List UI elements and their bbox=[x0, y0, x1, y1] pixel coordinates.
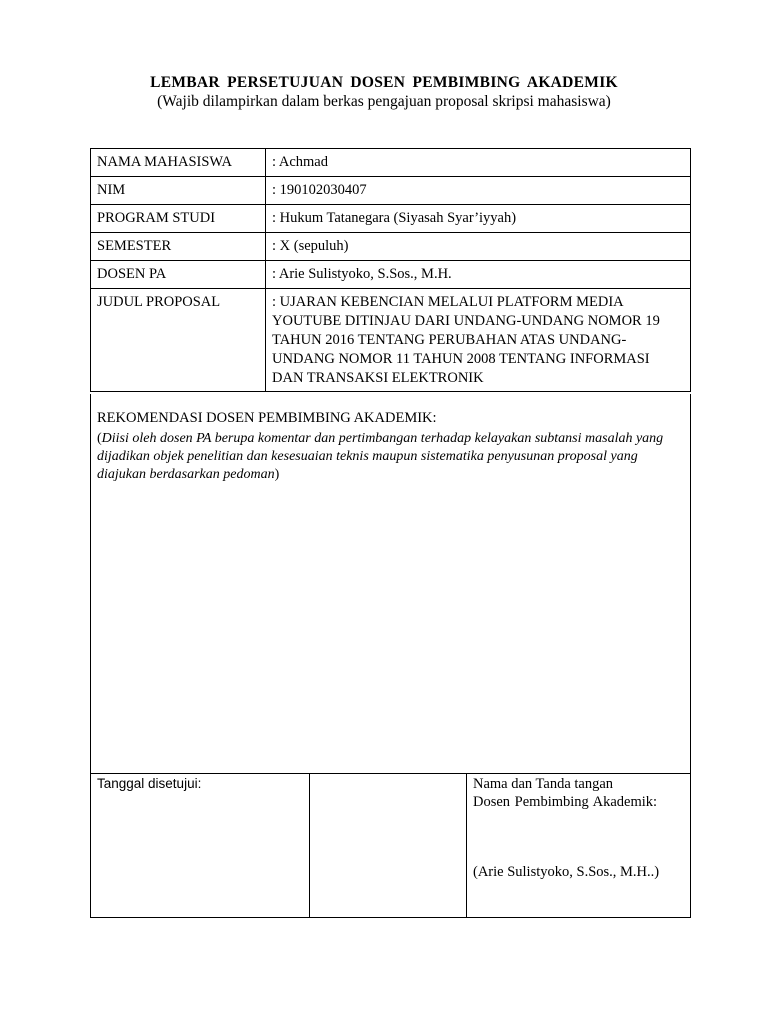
row-label-program-studi: PROGRAM STUDI bbox=[91, 205, 266, 233]
note-close-paren: ) bbox=[274, 467, 280, 482]
row-value-nim: : 190102030407 bbox=[266, 177, 691, 205]
recommendation-title: REKOMENDASI DOSEN PEMBIMBING AKADEMIK: bbox=[97, 410, 437, 426]
document-title: LEMBAR PERSETUJUAN DOSEN PEMBIMBING AKADEMIK bbox=[150, 74, 618, 91]
approval-date-label: Tanggal disetujui: bbox=[97, 776, 202, 791]
student-info-table bbox=[90, 148, 691, 392]
table-row bbox=[91, 289, 691, 392]
row-label-dosen-pa: DOSEN PA bbox=[91, 261, 266, 289]
table-row bbox=[91, 205, 691, 233]
table-row bbox=[91, 149, 691, 177]
signatory-name: (Arie Sulistyoko, S.Sos., M.H..) bbox=[473, 864, 660, 880]
row-value-semester: : X (sepuluh) bbox=[266, 233, 691, 261]
column-divider bbox=[466, 774, 467, 917]
row-value-dosen-pa: : Arie Sulistyoko, S.Sos., M.H. bbox=[266, 261, 691, 289]
signature-label-line2: Dosen Pembimbing Akademik: bbox=[473, 794, 658, 810]
document-subtitle: (Wajib dilampirkan dalam berkas pengajuan proposal skripsi mahasiswa) bbox=[157, 93, 611, 110]
note-instruction-text: Diisi oleh dosen PA berupa komentar dan pertimbangan terhadap kelayakan subtansi masalah yang dijadikan objek penelitian dan kesesuaian teknis maupun sistematika penyusunan proposal yang diajukan berdasarkan pedoman bbox=[97, 431, 664, 482]
row-value-program-studi: : Hukum Tatanegara (Siyasah Syar’iyyah) bbox=[266, 205, 691, 233]
row-label-judul-proposal: JUDUL PROPOSAL bbox=[91, 289, 266, 392]
note-open-paren: ( bbox=[97, 431, 102, 446]
row-label-nim: NIM bbox=[91, 177, 266, 205]
approval-box bbox=[90, 773, 691, 918]
row-label-semester: SEMESTER bbox=[91, 233, 266, 261]
row-label-nama: NAMA MAHASISWA bbox=[91, 149, 266, 177]
recommendation-box bbox=[90, 394, 691, 774]
column-divider bbox=[309, 774, 310, 917]
table-row bbox=[91, 233, 691, 261]
row-value-judul-proposal: : UJARAN KEBENCIAN MELALUI PLATFORM MEDIA YOUTUBE DITINJAU DARI UNDANG-UNDANG NOMOR 19 TAHUN 2016 TENTANG PERUBAHAN ATAS UNDANG-UNDANG NOMOR 11 TAHUN 2008 TENTANG INFORMASI DAN TRANSAKSI ELEKTRONIK bbox=[266, 289, 691, 392]
table-row bbox=[91, 261, 691, 289]
row-value-nama: : Achmad bbox=[266, 149, 691, 177]
signature-label-line1: Nama dan Tanda tangan bbox=[473, 776, 614, 792]
recommendation-note bbox=[97, 430, 687, 484]
table-row bbox=[91, 177, 691, 205]
